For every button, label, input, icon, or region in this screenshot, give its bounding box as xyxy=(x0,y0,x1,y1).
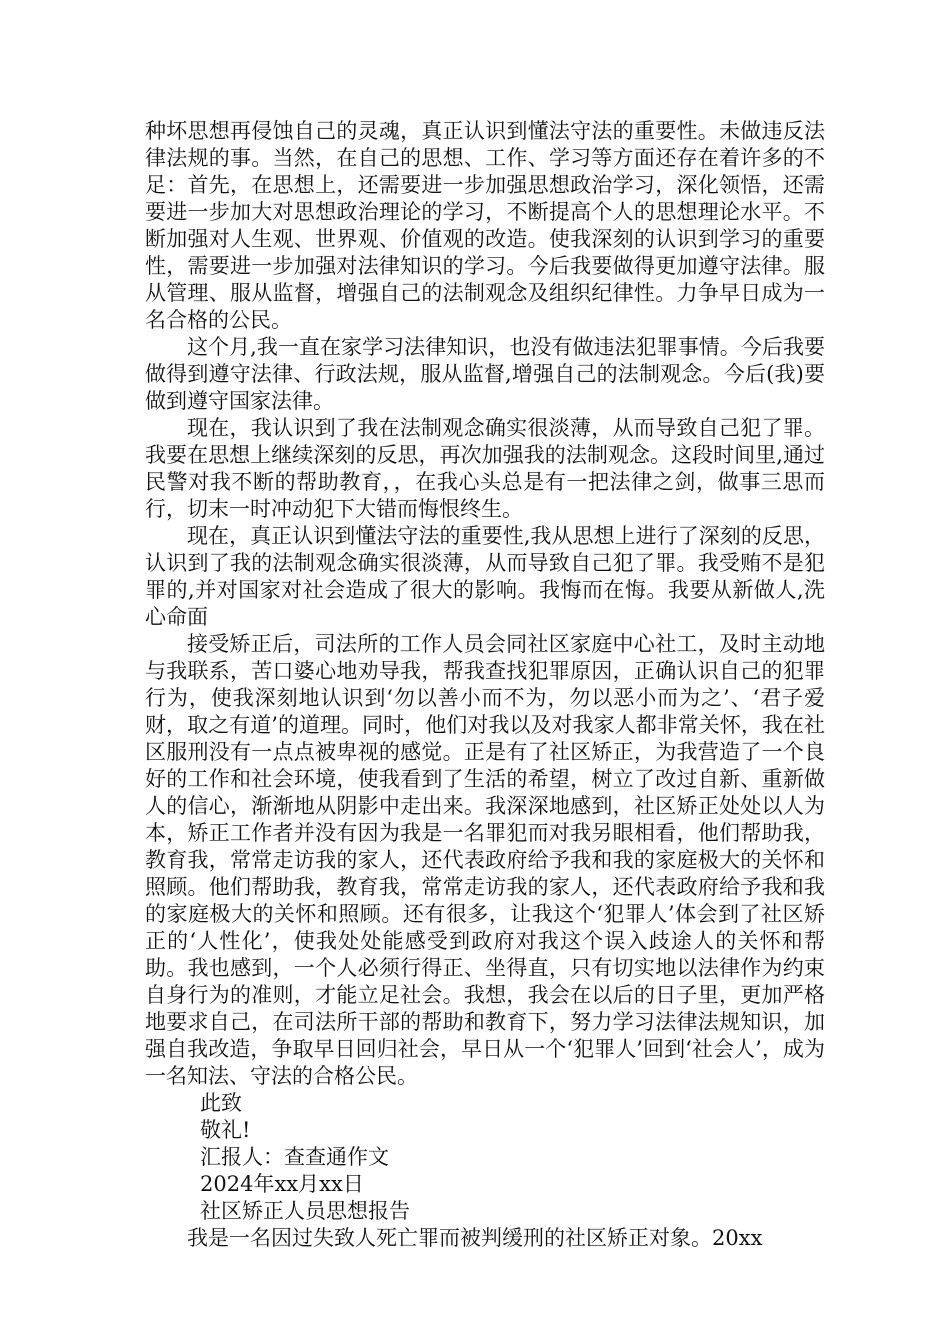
closing-regards: 敬礼! xyxy=(200,1118,251,1142)
next-report-title: 社区矫正人员思想报告 xyxy=(200,1199,410,1223)
paragraph-5: 接受矫正后，司法所的工作人员会同社区家庭中心社工，及时主动地与我联系，苦口婆心地劝导我，帮我查找犯罪原因，正确认识自己的犯罪行为，使我深刻地认识到‘勿以善小而不为，勿以恶小而为之’、‘君子爱财，取之有道’的道理。同时，他们对我以及对我家人都非常关怀，我在社区服刑没有一点点被卑视的感觉。正是有了社区矫正，为我营造了一个良好的工作和社会环境，使我看到了生活的希望，树立了改过自新、重新做人的信心，渐渐地从阴影中走出来。我深深地感到，社区矫正处处以人为本，矫正工作者并没有因为我是一名罪犯而对我另眼相看，他们帮助我，教育我，常常走访我的家人，还代表政府给予我和我的家庭极大的关怀和照顾。他们帮助我，教育我，常常走访我的家人，还代表政府给予我和我的家庭极大的关怀和照顾。还有很多，让我这个‘犯罪人’体会到了社区矫正的‘人性化’，使我处处能感受到政府对我这个误入歧途人的关怀和帮助。我也感到，一个人必须行得正、坐得直，只有切实地以法律作为约束自身行为的准则，才能立足社会。我想，我会在以后的日子里，更加严格地要求自己，在司法所干部的帮助和教育下，努力学习法律法规知识，加强自我改造，争取早日回归社会，早日从一个‘犯罪人’回到‘社会人’，成为一名知法、守法的合格公民。 xyxy=(145,632,825,1088)
reporter-line: 汇报人：查查通作文 xyxy=(200,1145,389,1169)
paragraph-2: 这个月,我一直在家学习法律知识，也没有做违法犯罪事情。今后我要做得到遵守法律、行政法规，服从监督,增强自己的法制观念。今后(我)要做到遵守国家法律。 xyxy=(145,335,825,413)
document-body xyxy=(145,118,825,1252)
closing-salutation: 此致 xyxy=(200,1091,242,1115)
paragraph-1: 种坏思想再侵蚀自己的灵魂，真正认识到懂法守法的重要性。未做违反法律法规的事。当然，在自己的思想、工作、学习等方面还存在着许多的不足：首先，在思想上，还需要进一步加强思想政治学习，深化领悟，还需要进一步加大对思想政治理论的学习，不断提高个人的思想理论水平。不断加强对人生观、世界观、价值观的改造。使我深刻的认识到学习的重要性，需要进一步加强对法律知识的学习。今后我要做得更加遵守法律。服从管理、服从监督，增强自己的法制观念及组织纪律性。力争早日成为一名合格的公民。 xyxy=(145,119,825,332)
paragraph-4: 现在，真正认识到懂法守法的重要性,我从思想上进行了深刻的反思，认识到了我的法制观念确实很淡薄，从而导致自己犯了罪。我受贿不是犯罪的,并对国家对社会造成了很大的影响。我悔而在悔。我要从新做人,洗心命面 xyxy=(145,524,825,629)
date-line: 2024年xx月xx日 xyxy=(200,1172,364,1196)
next-report-first-line: 我是一名因过失致人死亡罪而被判缓刑的社区矫正对象。20xx xyxy=(187,1226,763,1250)
paragraph-3: 现在，我认识到了我在法制观念确实很淡薄，从而导致自己犯了罪。我要在思想上继续深刻的反思，再次加强我的法制观念。这段时间里,通过民警对我不断的帮助教育，，在我心头总是有一把法律之剑，做事三思而行，切末一时冲动犯下大错而悔恨终生。 xyxy=(145,416,825,521)
